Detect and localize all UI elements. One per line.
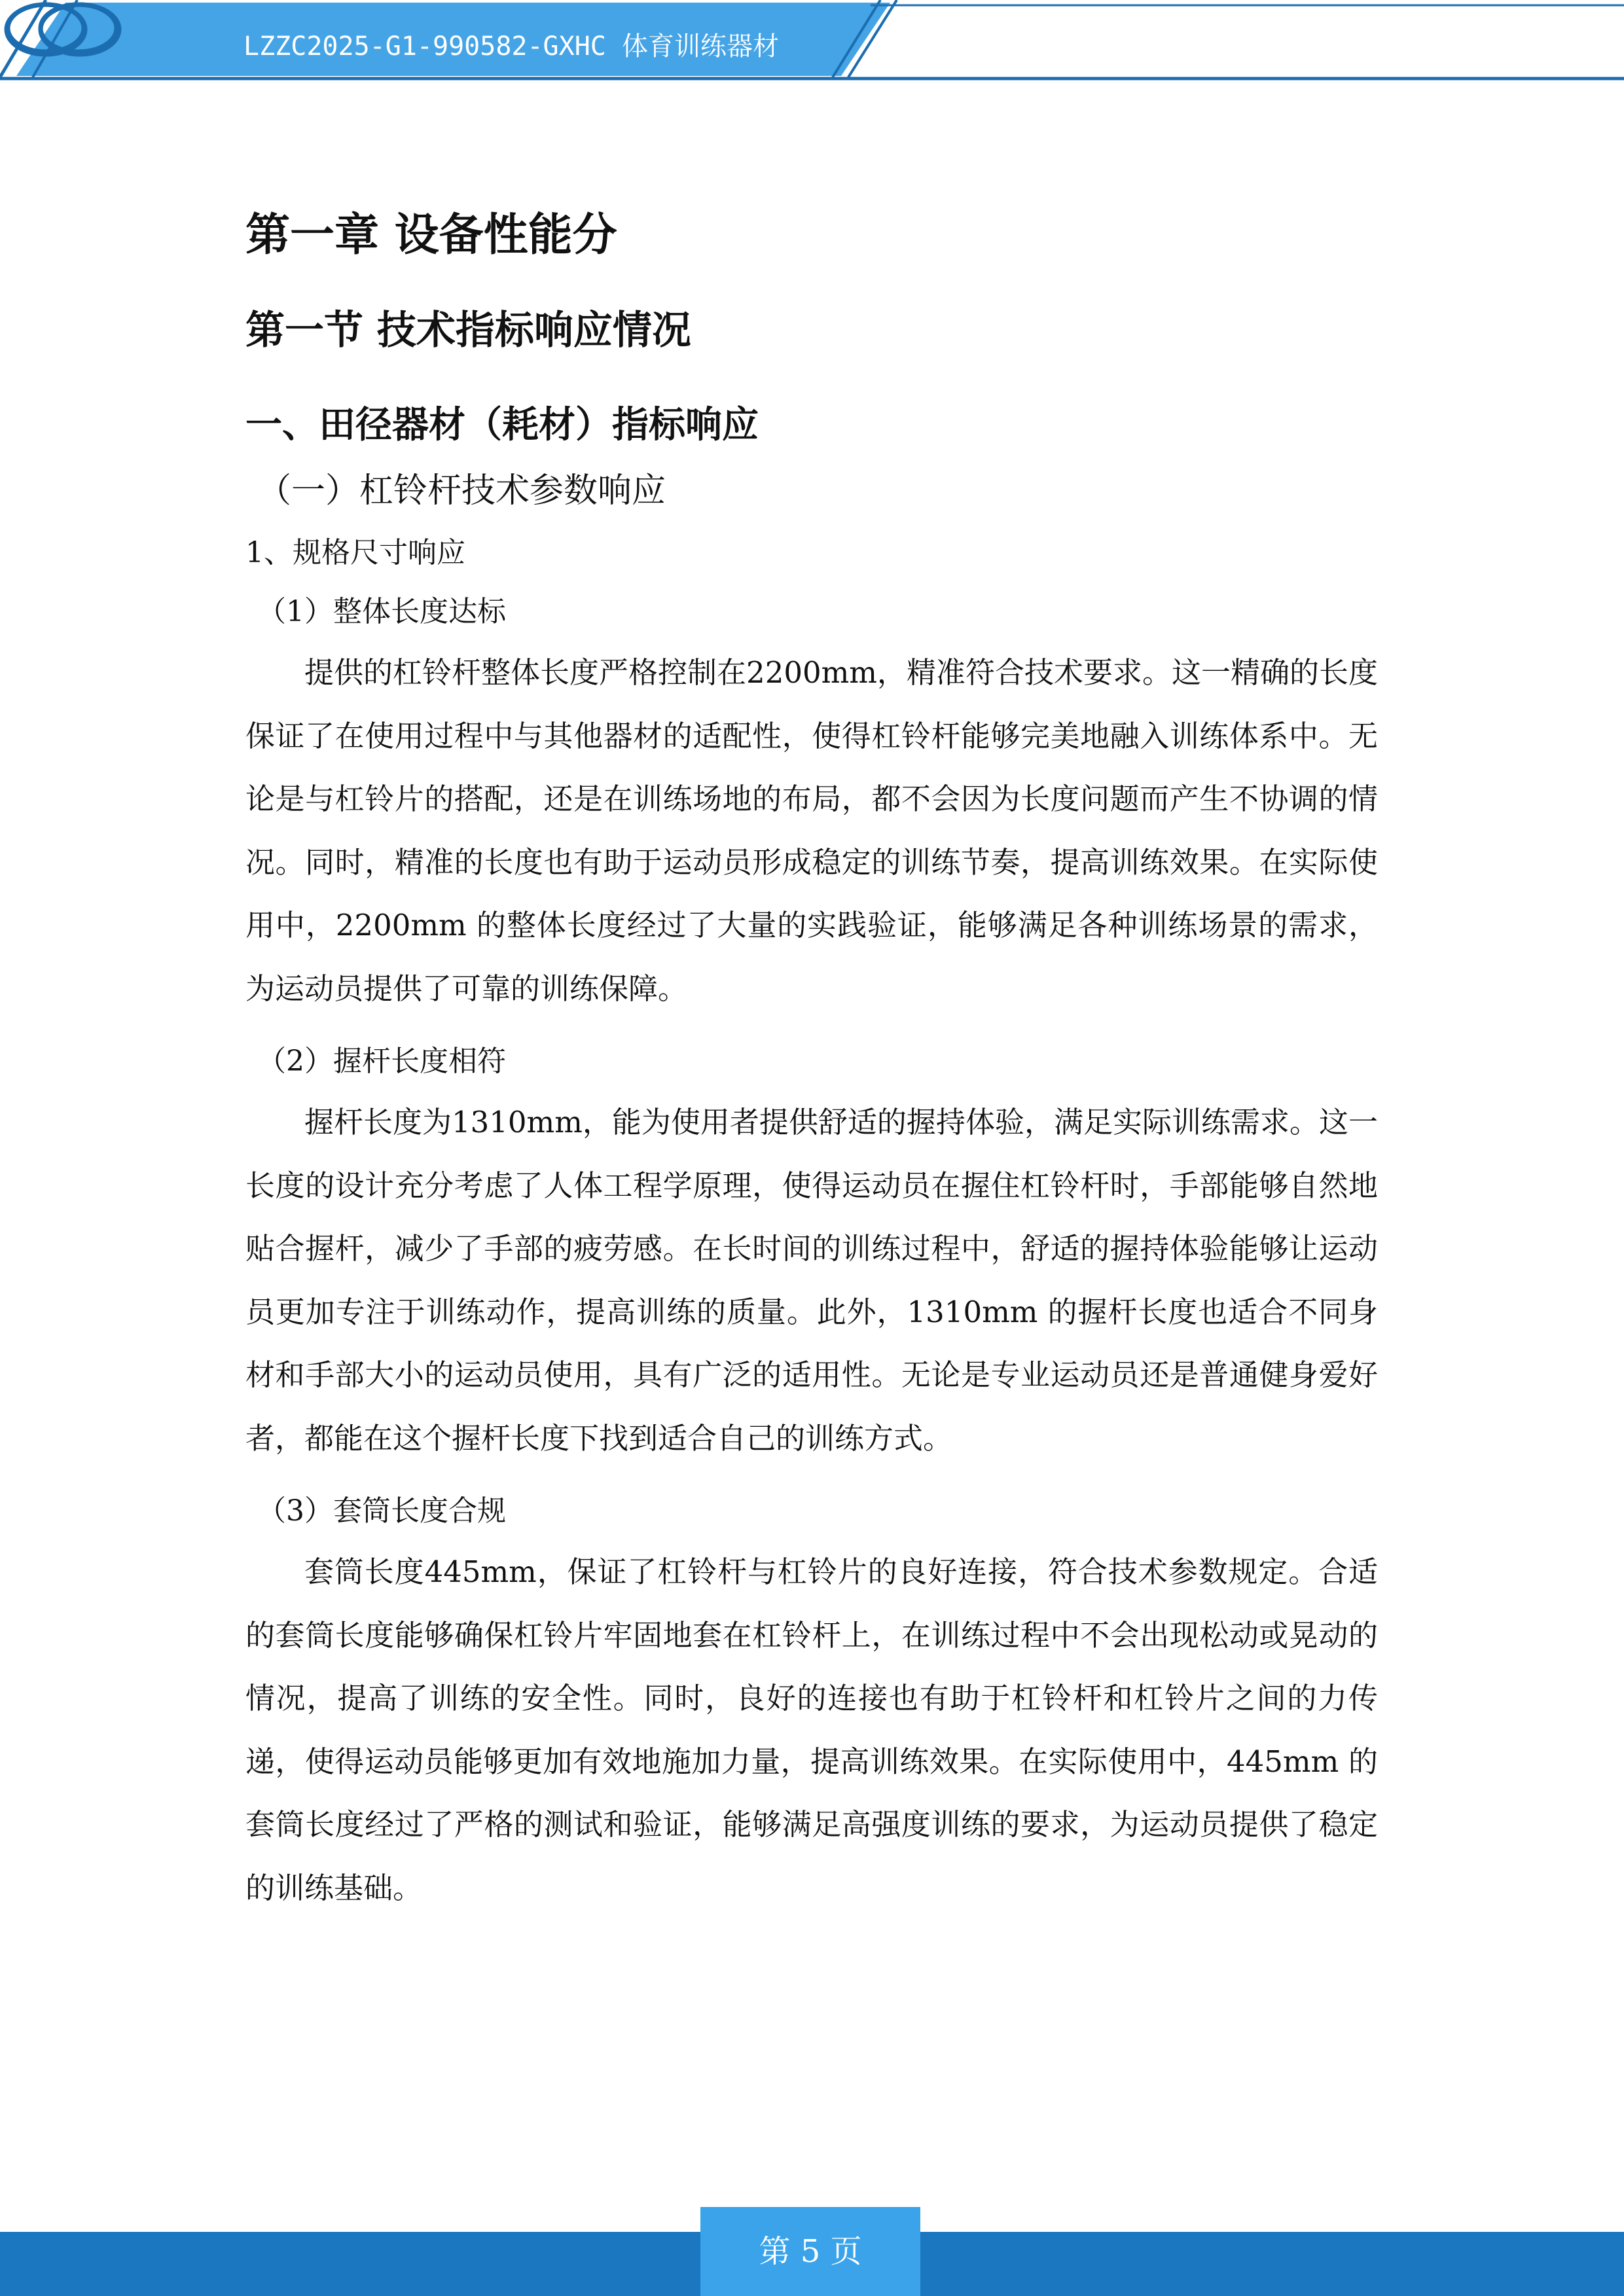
page-content	[245, 196, 1378, 1931]
clause-paragraph: 套筒长度445mm，保证了杠铃杆与杠铃片的良好连接，符合技术参数规定。合适的套筒长度能够确保杠铃片牢固地套在杠铃杆上，在训练过程中不会出现松动或晃动的情况，提高了训练的安全性。同时，良好的连接也有助于杠铃杆和杠铃片之间的力传递，使得运动员能够更加有效地施加力量，提高训练效果。在实际使用中，445mm 的套筒长度经过了严格的测试和验证，能够满足高强度训练的要求，为运动员提供了稳定的训练基础。	[245, 1554, 1378, 1905]
chapter-title: 第一章 设备性能分	[245, 209, 617, 261]
clause-paragraph: 握杆长度为1310mm，能为使用者提供舒适的握持体验，满足实际训练需求。这一长度的设计充分考虑了人体工程学原理，使得运动员在握住杠铃杆时，手部能够自然地贴合握杆，减少了手部的疲劳感。在长时间的训练过程中，舒适的握持体验能够让运动员更加专注于训练动作，提高训练的质量。此外，1310mm 的握杆长度也适合不同身材和手部大小的运动员使用，具有广泛的适用性。无论是专业运动员还是普通健身爱好者，都能在这个握杆长度下找到适合自己的训练方式。	[245, 1105, 1378, 1456]
page-number: 第 5 页	[759, 2233, 862, 2270]
document-title: LZZC2025-G1-990582-GXHC 体育训练器材	[244, 31, 779, 62]
clause-title: （2）握杆长度相符	[257, 1045, 506, 1078]
section-title: 第一节 技术指标响应情况	[245, 308, 691, 353]
point-title: 1、规格尺寸响应	[245, 536, 465, 569]
page-header	[0, 0, 1624, 85]
clause-paragraph: 提供的杠铃杆整体长度严格控制在2200mm，精准符合技术要求。这一精确的长度保证了在使用过程中与其他器材的适配性，使得杠铃杆能够完美地融入训练体系中。无论是与杠铃片的搭配，还是在训练场地的布局，都不会因为长度问题而产生不协调的情况。同时，精准的长度也有助于运动员形成稳定的训练节奏，提高训练效果。在实际使用中，2200mm 的整体长度经过了大量的实践验证，能够满足各种训练场景的需求，为运动员提供了可靠的训练保障。	[245, 655, 1378, 1006]
clause-title: （3）套筒长度合规	[257, 1494, 506, 1528]
item-title: （一）杠铃杆技术参数响应	[257, 471, 666, 511]
clause-title: （1）整体长度达标	[257, 595, 506, 628]
subsection-title: 一、田径器材（耗材）指标响应	[245, 404, 759, 446]
rings-logo-icon	[0, 0, 124, 59]
